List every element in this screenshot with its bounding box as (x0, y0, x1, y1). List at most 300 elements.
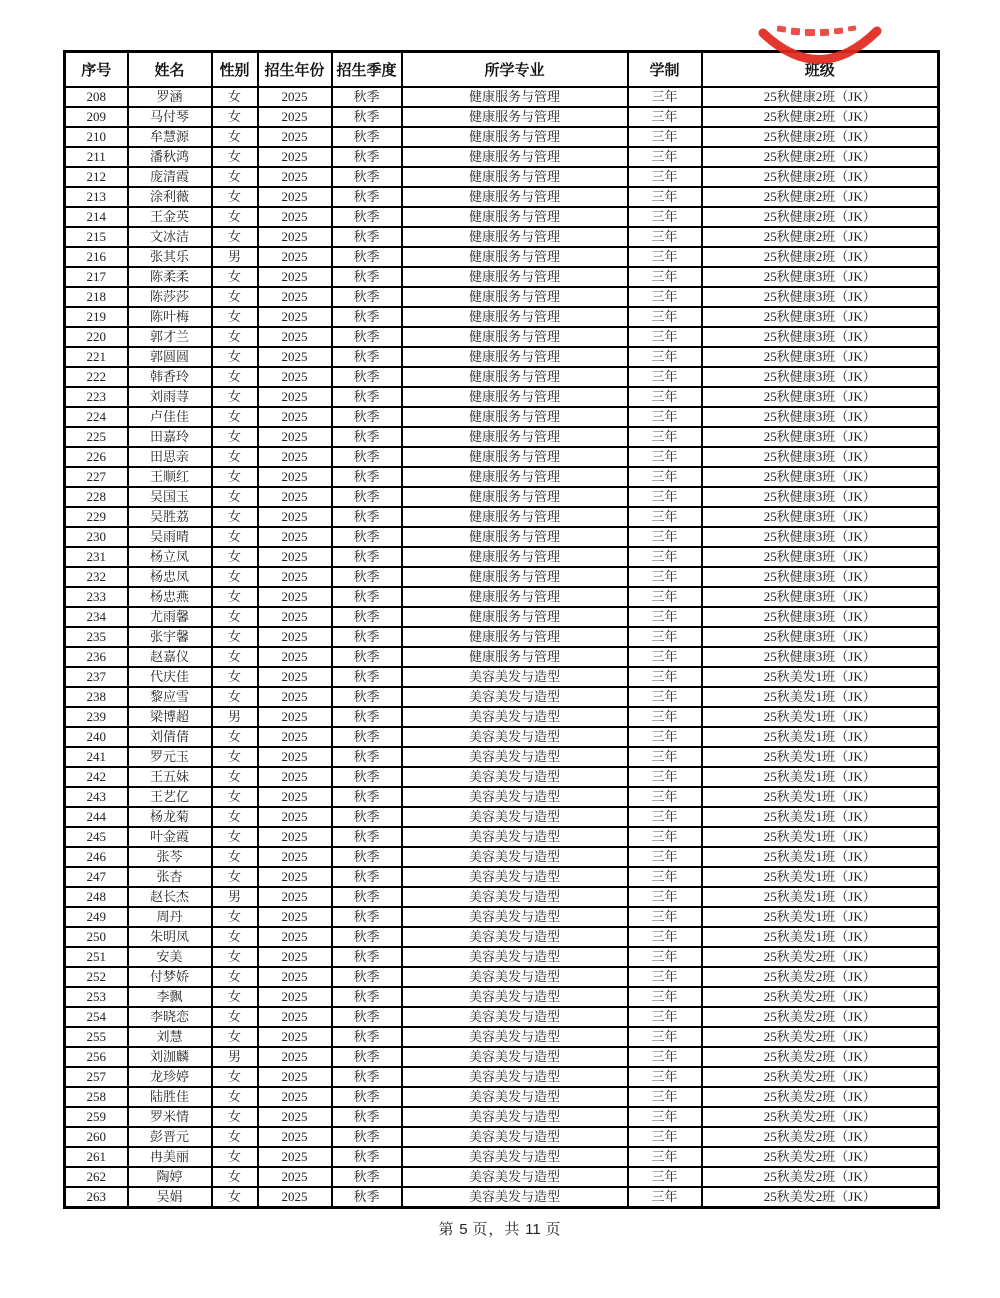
cell-name: 文冰洁 (128, 227, 212, 247)
table-row (65, 947, 939, 967)
cell-name: 王金英 (128, 207, 212, 227)
cell-major: 健康服务与管理 (402, 207, 628, 227)
cell-major: 美容美发与造型 (402, 907, 628, 927)
cell-no: 215 (65, 227, 128, 247)
cell-major: 健康服务与管理 (402, 167, 628, 187)
cell-year: 2025 (258, 167, 332, 187)
cell-major: 美容美发与造型 (402, 1107, 628, 1127)
cell-gender: 女 (212, 827, 258, 847)
table-row (65, 327, 939, 347)
cell-name: 刘泇麟 (128, 1047, 212, 1067)
table-row (65, 1067, 939, 1087)
cell-major: 健康服务与管理 (402, 387, 628, 407)
cell-season: 秋季 (332, 1167, 402, 1187)
header-major: 所学专业 (402, 52, 628, 88)
cell-class: 25秋美发1班（JK） (702, 847, 939, 867)
cell-year: 2025 (258, 107, 332, 127)
cell-major: 美容美发与造型 (402, 667, 628, 687)
cell-no: 234 (65, 607, 128, 627)
footer-page-number: 5 (459, 1221, 468, 1238)
cell-class: 25秋健康3班（JK） (702, 387, 939, 407)
student-roster-table (63, 50, 940, 1209)
cell-major: 美容美发与造型 (402, 867, 628, 887)
cell-class: 25秋健康3班（JK） (702, 627, 939, 647)
cell-year: 2025 (258, 607, 332, 627)
cell-duration: 三年 (628, 627, 702, 647)
cell-year: 2025 (258, 387, 332, 407)
cell-duration: 三年 (628, 1007, 702, 1027)
cell-season: 秋季 (332, 247, 402, 267)
cell-major: 健康服务与管理 (402, 427, 628, 447)
cell-duration: 三年 (628, 507, 702, 527)
cell-name: 李飘 (128, 987, 212, 1007)
table-row (65, 427, 939, 447)
cell-no: 263 (65, 1187, 128, 1208)
cell-year: 2025 (258, 787, 332, 807)
cell-name: 刘雨荨 (128, 387, 212, 407)
cell-class: 25秋健康3班（JK） (702, 447, 939, 467)
cell-year: 2025 (258, 307, 332, 327)
cell-gender: 男 (212, 887, 258, 907)
cell-name: 陈莎莎 (128, 287, 212, 307)
cell-gender: 女 (212, 547, 258, 567)
table-row (65, 1187, 939, 1208)
table-row (65, 707, 939, 727)
cell-name: 吴胜荔 (128, 507, 212, 527)
cell-name: 罗元玉 (128, 747, 212, 767)
cell-name: 吴国玉 (128, 487, 212, 507)
cell-class: 25秋健康2班（JK） (702, 127, 939, 147)
table-row (65, 287, 939, 307)
cell-name: 刘倩倩 (128, 727, 212, 747)
cell-no: 250 (65, 927, 128, 947)
cell-class: 25秋美发2班（JK） (702, 1067, 939, 1087)
cell-no: 257 (65, 1067, 128, 1087)
cell-duration: 三年 (628, 147, 702, 167)
cell-season: 秋季 (332, 927, 402, 947)
cell-gender: 女 (212, 587, 258, 607)
cell-duration: 三年 (628, 867, 702, 887)
cell-class: 25秋美发2班（JK） (702, 1107, 939, 1127)
cell-season: 秋季 (332, 547, 402, 567)
cell-name: 郭才兰 (128, 327, 212, 347)
cell-no: 242 (65, 767, 128, 787)
cell-season: 秋季 (332, 267, 402, 287)
cell-duration: 三年 (628, 307, 702, 327)
cell-year: 2025 (258, 907, 332, 927)
cell-gender: 女 (212, 267, 258, 287)
table-row (65, 1147, 939, 1167)
cell-name: 韩香玲 (128, 367, 212, 387)
cell-gender: 女 (212, 687, 258, 707)
table-row (65, 187, 939, 207)
footer-text-prefix: 第 (438, 1222, 460, 1238)
cell-major: 美容美发与造型 (402, 827, 628, 847)
cell-class: 25秋美发1班（JK） (702, 727, 939, 747)
cell-duration: 三年 (628, 707, 702, 727)
cell-year: 2025 (258, 1087, 332, 1107)
cell-gender: 女 (212, 107, 258, 127)
cell-duration: 三年 (628, 1027, 702, 1047)
cell-major: 健康服务与管理 (402, 627, 628, 647)
cell-major: 美容美发与造型 (402, 1127, 628, 1147)
cell-gender: 女 (212, 1067, 258, 1087)
cell-duration: 三年 (628, 427, 702, 447)
cell-season: 秋季 (332, 387, 402, 407)
cell-year: 2025 (258, 187, 332, 207)
cell-major: 美容美发与造型 (402, 1007, 628, 1027)
cell-class: 25秋美发1班（JK） (702, 667, 939, 687)
cell-gender: 女 (212, 287, 258, 307)
cell-class: 25秋健康2班（JK） (702, 207, 939, 227)
cell-no: 254 (65, 1007, 128, 1027)
cell-gender: 男 (212, 247, 258, 267)
cell-name: 龙珍婷 (128, 1067, 212, 1087)
cell-no: 248 (65, 887, 128, 907)
cell-class: 25秋健康3班（JK） (702, 367, 939, 387)
cell-class: 25秋健康2班（JK） (702, 187, 939, 207)
cell-year: 2025 (258, 947, 332, 967)
cell-no: 221 (65, 347, 128, 367)
cell-duration: 三年 (628, 267, 702, 287)
cell-name: 王艺亿 (128, 787, 212, 807)
cell-no: 235 (65, 627, 128, 647)
cell-duration: 三年 (628, 667, 702, 687)
header-serial-number: 序号 (65, 52, 128, 88)
table-row (65, 447, 939, 467)
cell-name: 杨忠燕 (128, 587, 212, 607)
cell-no: 240 (65, 727, 128, 747)
cell-duration: 三年 (628, 727, 702, 747)
cell-major: 健康服务与管理 (402, 587, 628, 607)
cell-class: 25秋美发1班（JK） (702, 907, 939, 927)
cell-gender: 女 (212, 847, 258, 867)
cell-gender: 女 (212, 1147, 258, 1167)
cell-major: 健康服务与管理 (402, 487, 628, 507)
cell-gender: 女 (212, 567, 258, 587)
cell-duration: 三年 (628, 567, 702, 587)
cell-name: 叶金霞 (128, 827, 212, 847)
cell-year: 2025 (258, 507, 332, 527)
cell-major: 健康服务与管理 (402, 407, 628, 427)
cell-gender: 女 (212, 1107, 258, 1127)
cell-name: 卢佳佳 (128, 407, 212, 427)
cell-gender: 女 (212, 227, 258, 247)
cell-class: 25秋美发1班（JK） (702, 767, 939, 787)
cell-season: 秋季 (332, 687, 402, 707)
cell-duration: 三年 (628, 967, 702, 987)
cell-name: 刘慧 (128, 1027, 212, 1047)
cell-class: 25秋健康3班（JK） (702, 307, 939, 327)
cell-season: 秋季 (332, 147, 402, 167)
cell-gender: 女 (212, 727, 258, 747)
cell-duration: 三年 (628, 747, 702, 767)
cell-gender: 女 (212, 967, 258, 987)
cell-season: 秋季 (332, 367, 402, 387)
table-row (65, 247, 939, 267)
cell-season: 秋季 (332, 907, 402, 927)
cell-season: 秋季 (332, 1127, 402, 1147)
cell-gender: 女 (212, 807, 258, 827)
cell-class: 25秋美发2班（JK） (702, 1187, 939, 1208)
table-row (65, 727, 939, 747)
table-row (65, 687, 939, 707)
cell-gender: 女 (212, 607, 258, 627)
cell-class: 25秋健康3班（JK） (702, 547, 939, 567)
cell-year: 2025 (258, 427, 332, 447)
cell-no: 226 (65, 447, 128, 467)
cell-year: 2025 (258, 567, 332, 587)
cell-gender: 女 (212, 527, 258, 547)
cell-season: 秋季 (332, 287, 402, 307)
cell-no: 241 (65, 747, 128, 767)
cell-major: 美容美发与造型 (402, 887, 628, 907)
cell-year: 2025 (258, 207, 332, 227)
cell-major: 美容美发与造型 (402, 807, 628, 827)
cell-duration: 三年 (628, 487, 702, 507)
cell-no: 232 (65, 567, 128, 587)
table-row (65, 527, 939, 547)
cell-major: 健康服务与管理 (402, 147, 628, 167)
cell-year: 2025 (258, 1187, 332, 1208)
cell-major: 健康服务与管理 (402, 647, 628, 667)
cell-name: 赵长杰 (128, 887, 212, 907)
cell-season: 秋季 (332, 607, 402, 627)
cell-season: 秋季 (332, 507, 402, 527)
cell-class: 25秋美发1班（JK） (702, 707, 939, 727)
cell-gender: 女 (212, 307, 258, 327)
table-row (65, 507, 939, 527)
cell-season: 秋季 (332, 807, 402, 827)
cell-duration: 三年 (628, 467, 702, 487)
table-row (65, 787, 939, 807)
cell-name: 李晓恋 (128, 1007, 212, 1027)
cell-class: 25秋美发2班（JK） (702, 1127, 939, 1147)
cell-gender: 女 (212, 907, 258, 927)
cell-year: 2025 (258, 987, 332, 1007)
cell-season: 秋季 (332, 787, 402, 807)
cell-year: 2025 (258, 87, 332, 107)
cell-no: 227 (65, 467, 128, 487)
cell-no: 237 (65, 667, 128, 687)
cell-name: 张其乐 (128, 247, 212, 267)
cell-no: 249 (65, 907, 128, 927)
table-body (65, 87, 939, 1208)
cell-year: 2025 (258, 327, 332, 347)
cell-class: 25秋美发2班（JK） (702, 1047, 939, 1067)
cell-duration: 三年 (628, 407, 702, 427)
cell-season: 秋季 (332, 587, 402, 607)
cell-name: 安美 (128, 947, 212, 967)
cell-no: 245 (65, 827, 128, 847)
cell-class: 25秋健康3班（JK） (702, 267, 939, 287)
footer-text-suffix: 页 (540, 1222, 562, 1238)
table-row (65, 1027, 939, 1047)
table-row (65, 387, 939, 407)
table-row (65, 1047, 939, 1067)
cell-no: 230 (65, 527, 128, 547)
cell-year: 2025 (258, 467, 332, 487)
cell-season: 秋季 (332, 127, 402, 147)
cell-duration: 三年 (628, 207, 702, 227)
table-row (65, 967, 939, 987)
cell-no: 231 (65, 547, 128, 567)
table-row (65, 207, 939, 227)
cell-class: 25秋健康3班（JK） (702, 347, 939, 367)
cell-name: 梁博超 (128, 707, 212, 727)
table-row (65, 607, 939, 627)
cell-major: 美容美发与造型 (402, 1027, 628, 1047)
cell-no: 239 (65, 707, 128, 727)
cell-gender: 女 (212, 507, 258, 527)
cell-duration: 三年 (628, 607, 702, 627)
table-row (65, 627, 939, 647)
cell-major: 美容美发与造型 (402, 1147, 628, 1167)
cell-duration: 三年 (628, 547, 702, 567)
cell-duration: 三年 (628, 227, 702, 247)
table-row (65, 1167, 939, 1187)
cell-no: 208 (65, 87, 128, 107)
cell-year: 2025 (258, 727, 332, 747)
cell-no: 244 (65, 807, 128, 827)
cell-major: 美容美发与造型 (402, 787, 628, 807)
page-footer (0, 1218, 1000, 1239)
table-row (65, 307, 939, 327)
cell-gender: 女 (212, 1187, 258, 1208)
cell-major: 美容美发与造型 (402, 927, 628, 947)
cell-gender: 女 (212, 767, 258, 787)
cell-name: 杨立凤 (128, 547, 212, 567)
cell-year: 2025 (258, 827, 332, 847)
cell-year: 2025 (258, 687, 332, 707)
cell-year: 2025 (258, 627, 332, 647)
cell-gender: 女 (212, 127, 258, 147)
footer-total-pages: 11 (525, 1221, 541, 1238)
cell-major: 健康服务与管理 (402, 527, 628, 547)
cell-major: 美容美发与造型 (402, 687, 628, 707)
table-row (65, 167, 939, 187)
cell-season: 秋季 (332, 347, 402, 367)
header-gender: 性别 (212, 52, 258, 88)
cell-name: 吴雨晴 (128, 527, 212, 547)
table-row (65, 147, 939, 167)
cell-no: 220 (65, 327, 128, 347)
cell-no: 243 (65, 787, 128, 807)
cell-gender: 女 (212, 447, 258, 467)
cell-duration: 三年 (628, 947, 702, 967)
cell-major: 健康服务与管理 (402, 267, 628, 287)
cell-duration: 三年 (628, 287, 702, 307)
cell-no: 236 (65, 647, 128, 667)
cell-gender: 女 (212, 627, 258, 647)
cell-gender: 女 (212, 947, 258, 967)
cell-gender: 男 (212, 707, 258, 727)
cell-duration: 三年 (628, 1107, 702, 1127)
cell-name: 陈叶梅 (128, 307, 212, 327)
cell-duration: 三年 (628, 787, 702, 807)
cell-duration: 三年 (628, 647, 702, 667)
cell-major: 健康服务与管理 (402, 467, 628, 487)
cell-duration: 三年 (628, 127, 702, 147)
cell-season: 秋季 (332, 1027, 402, 1047)
cell-major: 健康服务与管理 (402, 607, 628, 627)
cell-gender: 女 (212, 647, 258, 667)
cell-major: 健康服务与管理 (402, 127, 628, 147)
cell-no: 217 (65, 267, 128, 287)
cell-no: 214 (65, 207, 128, 227)
cell-season: 秋季 (332, 847, 402, 867)
cell-duration: 三年 (628, 847, 702, 867)
cell-name: 罗涵 (128, 87, 212, 107)
table-row (65, 487, 939, 507)
table-row (65, 1127, 939, 1147)
cell-season: 秋季 (332, 767, 402, 787)
cell-name: 吴娟 (128, 1187, 212, 1208)
cell-class: 25秋美发1班（JK） (702, 787, 939, 807)
cell-no: 253 (65, 987, 128, 1007)
cell-name: 杨忠凤 (128, 567, 212, 587)
cell-name: 王五妹 (128, 767, 212, 787)
cell-name: 黎应雪 (128, 687, 212, 707)
cell-no: 252 (65, 967, 128, 987)
cell-class: 25秋美发2班（JK） (702, 1087, 939, 1107)
cell-no: 229 (65, 507, 128, 527)
cell-gender: 女 (212, 787, 258, 807)
cell-gender: 女 (212, 1127, 258, 1147)
cell-class: 25秋健康3班（JK） (702, 327, 939, 347)
cell-class: 25秋健康3班（JK） (702, 647, 939, 667)
cell-no: 251 (65, 947, 128, 967)
cell-name: 陈柔柔 (128, 267, 212, 287)
cell-year: 2025 (258, 1107, 332, 1127)
cell-year: 2025 (258, 927, 332, 947)
cell-name: 朱明凤 (128, 927, 212, 947)
cell-gender: 女 (212, 927, 258, 947)
cell-major: 健康服务与管理 (402, 107, 628, 127)
cell-class: 25秋健康3班（JK） (702, 527, 939, 547)
cell-gender: 女 (212, 987, 258, 1007)
cell-major: 美容美发与造型 (402, 1047, 628, 1067)
cell-duration: 三年 (628, 247, 702, 267)
cell-class: 25秋健康3班（JK） (702, 607, 939, 627)
cell-gender: 女 (212, 187, 258, 207)
cell-gender: 女 (212, 427, 258, 447)
cell-name: 周丹 (128, 907, 212, 927)
cell-year: 2025 (258, 1027, 332, 1047)
cell-gender: 女 (212, 327, 258, 347)
cell-no: 213 (65, 187, 128, 207)
cell-major: 美容美发与造型 (402, 1087, 628, 1107)
cell-major: 美容美发与造型 (402, 987, 628, 1007)
header-class: 班级 (702, 52, 939, 88)
cell-major: 美容美发与造型 (402, 1067, 628, 1087)
cell-year: 2025 (258, 1047, 332, 1067)
cell-season: 秋季 (332, 1147, 402, 1167)
cell-no: 216 (65, 247, 128, 267)
cell-class: 25秋美发1班（JK） (702, 747, 939, 767)
cell-major: 美容美发与造型 (402, 767, 628, 787)
header-enrollment-season: 招生季度 (332, 52, 402, 88)
cell-duration: 三年 (628, 807, 702, 827)
cell-major: 健康服务与管理 (402, 307, 628, 327)
cell-major: 健康服务与管理 (402, 187, 628, 207)
cell-season: 秋季 (332, 527, 402, 547)
cell-no: 258 (65, 1087, 128, 1107)
cell-no: 211 (65, 147, 128, 167)
table-row (65, 467, 939, 487)
cell-season: 秋季 (332, 647, 402, 667)
table-row (65, 887, 939, 907)
